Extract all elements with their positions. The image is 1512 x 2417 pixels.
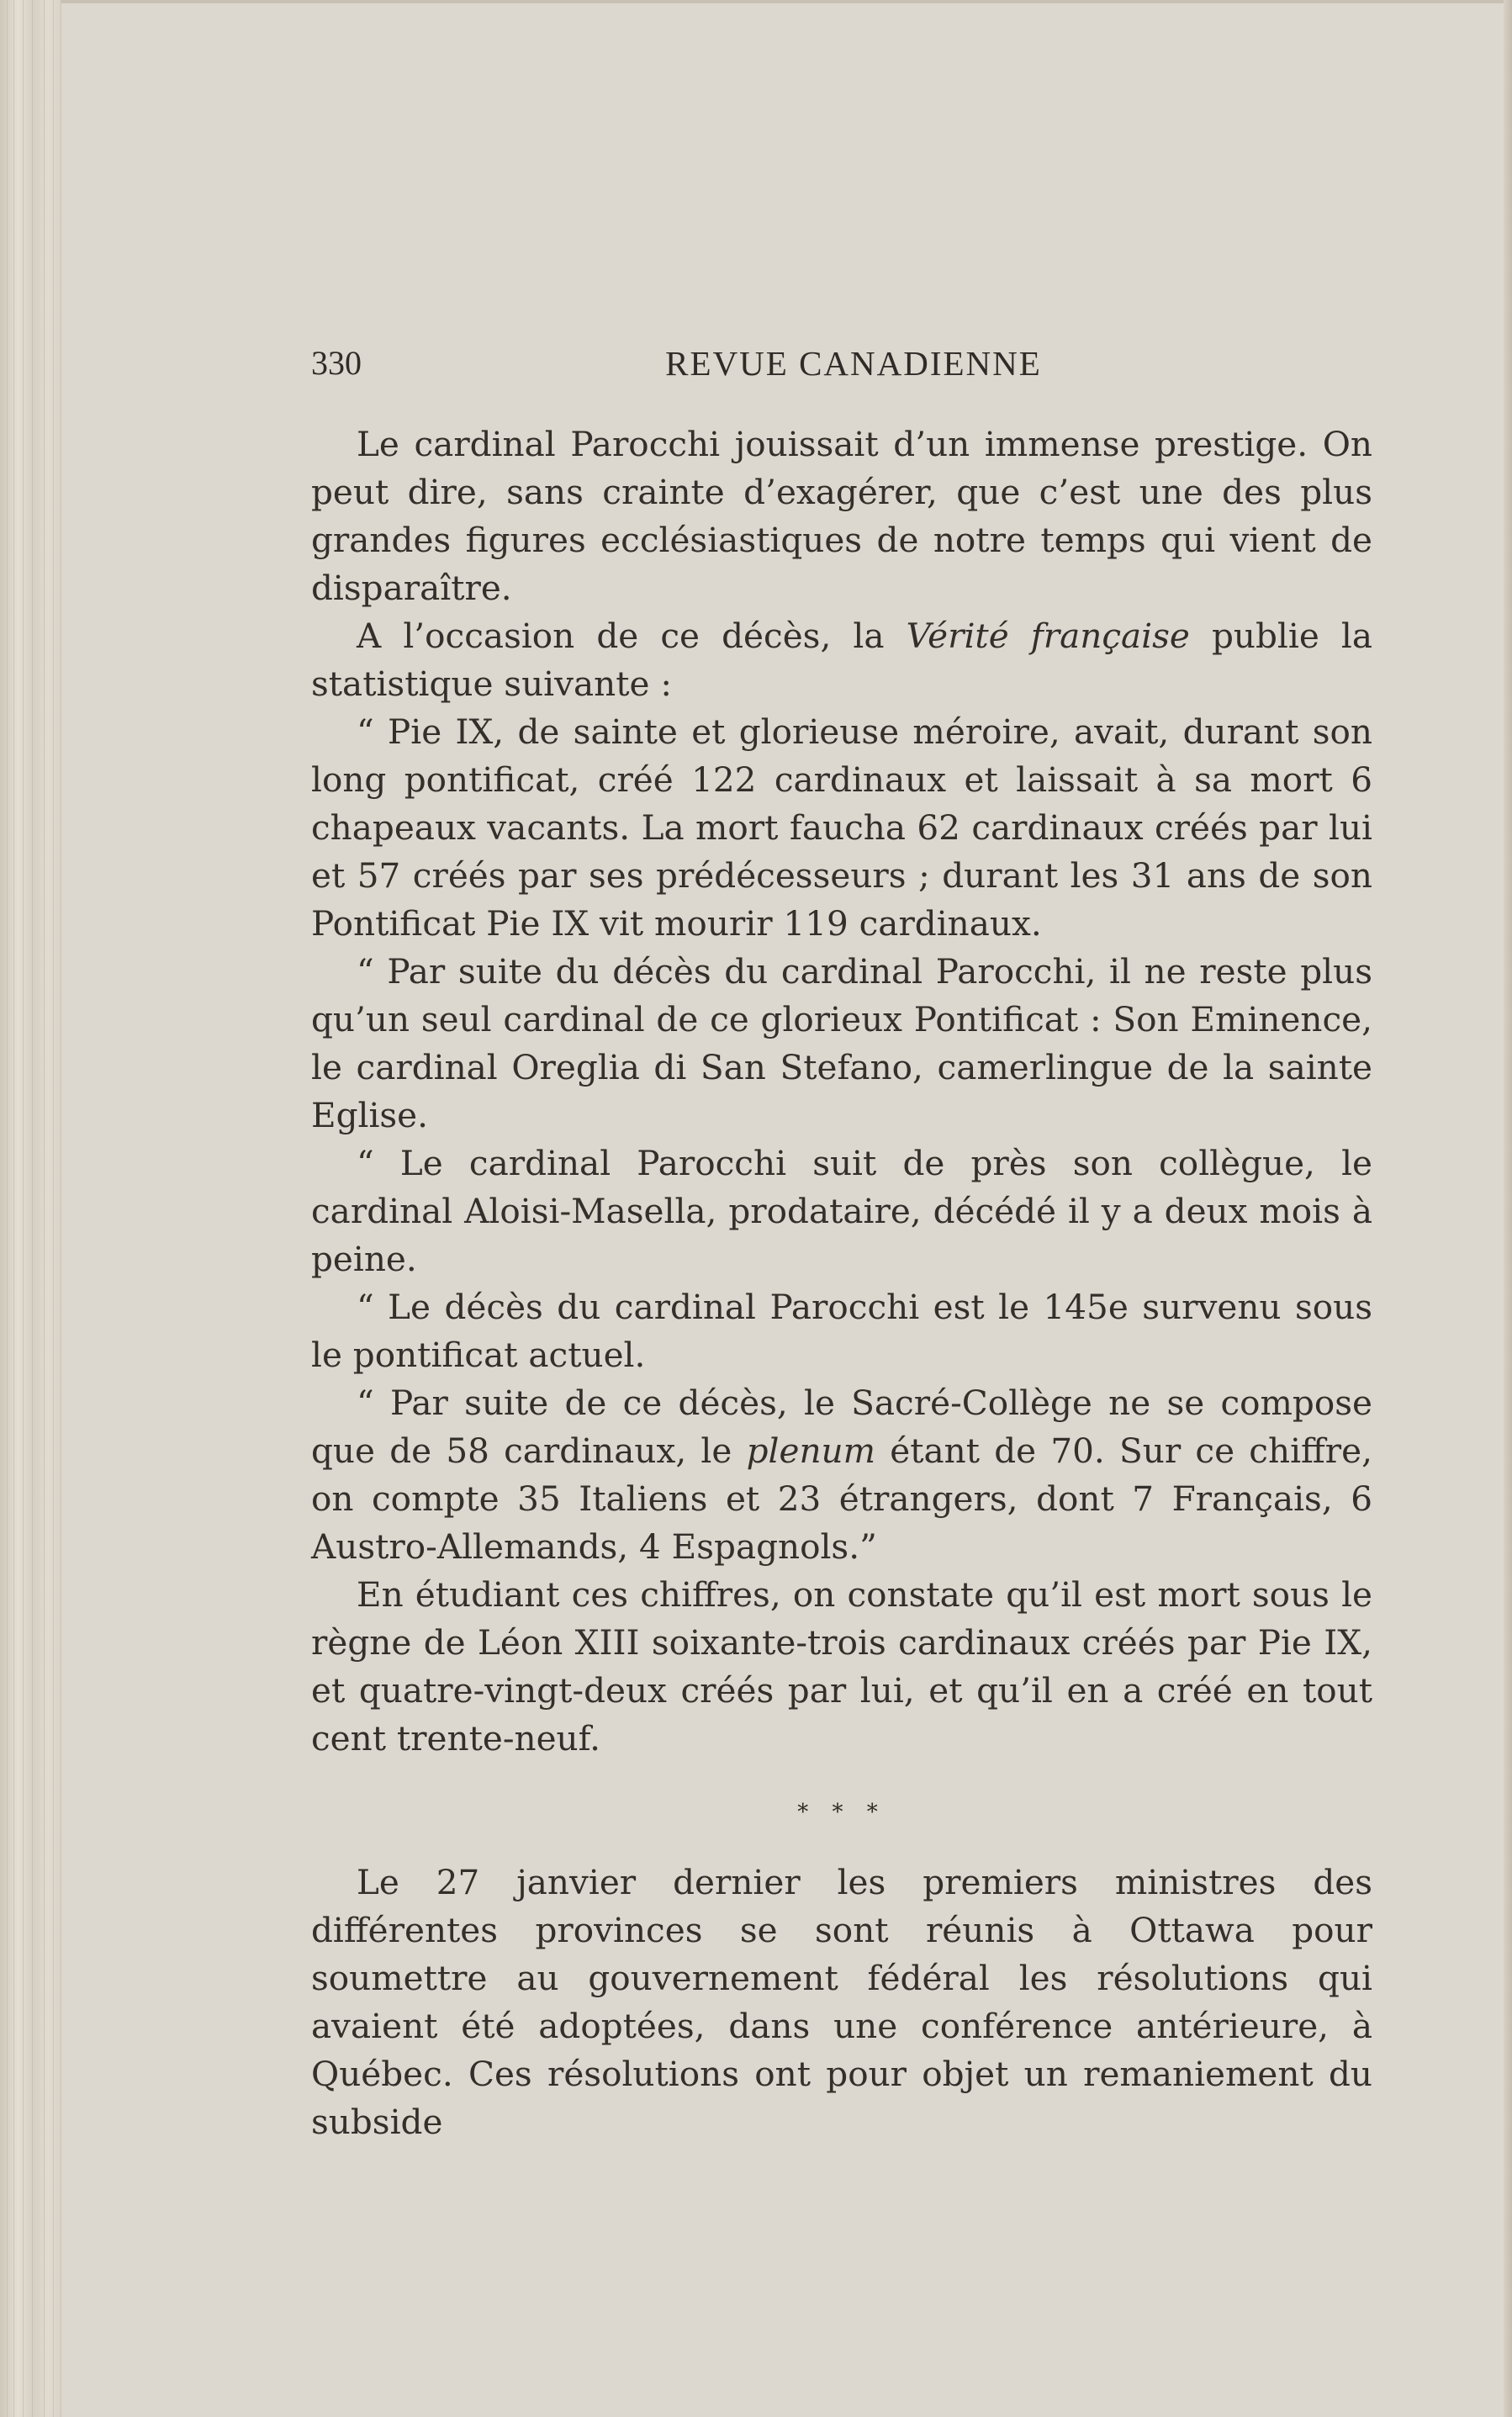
italic-title: Vérité française — [906, 616, 1190, 656]
paragraph — [311, 948, 1372, 1140]
section-separator: * * * — [797, 1800, 886, 1825]
paragraph — [311, 420, 1372, 612]
book-page-edge-right — [1504, 0, 1512, 2417]
paragraph-text: A l’occasion de ce décès, la — [357, 616, 907, 656]
paragraph-text: “ Par suite du décès du cardinal Parocchi, il ne reste plus qu’un seul cardinal de ce glorieux Pontificat : Son Eminence, le cardinal Oreglia di San Stefano, camerlingue de la sainte Eglise. — [311, 951, 1372, 1135]
paragraph-text: Le 27 janvier dernier les premiers ministres des différentes provinces se sont réunis à Ottawa pour soumettre au gouvernement fédéral les résolutions qui avaient été adoptées, dans une conférence antérieure, à Québec. Ces résolutions ont pour objet un remaniement du subside — [311, 1862, 1372, 2142]
paragraph-text: Le cardinal Parocchi jouissait d’un immense prestige. On peut dire, sans crainte d’exagérer, que c’est une des plus grandes figures ecclésiastiques de notre temps qui vient de disparaître. — [311, 424, 1372, 608]
paragraph-text: “ Par suite de ce décès, le Sacré-Collège ne se compose que de 58 cardinaux, le — [311, 1383, 1372, 1471]
paragraph — [311, 1283, 1372, 1379]
paragraph — [311, 1140, 1372, 1283]
page-number: 330 — [311, 344, 362, 382]
paragraph — [311, 1379, 1372, 1571]
paragraph — [311, 708, 1372, 948]
paragraph — [311, 1571, 1372, 1763]
paragraph-text: “ Le décès du cardinal Parocchi est le 145e survenu sous le pontificat actuel. — [311, 1287, 1372, 1375]
book-page-edges — [0, 0, 61, 2417]
article-body — [311, 420, 1372, 2146]
italic-term: plenum — [746, 1431, 876, 1471]
paragraph-text: En étudiant ces chiffres, on constate qu’il est mort sous le règne de Léon XIII soixante-trois cardinaux créés par Pie IX, et quatre-vingt-deux créés par lui, et qu’il en a créé en tout cent trente-neuf. — [311, 1574, 1372, 1759]
paragraph-text: “ Le cardinal Parocchi suit de près son collègue, le cardinal Aloisi-Masella, prodataire, décédé il y a deux mois à peine. — [311, 1143, 1372, 1279]
paragraph — [311, 1859, 1372, 2146]
paragraph-text: “ Pie IX, de sainte et glorieuse méroire, avait, durant son long pontificat, créé 122 cardinaux et laissait à sa mort 6 chapeaux vacants. La mort faucha 62 cardinaux créés par lui et 57 créés par ses prédécesseurs ; durant les 31 ans de son Pontificat Pie IX vit mourir 119 cardinaux. — [311, 711, 1372, 944]
paragraph-text: étant de 70. Sur ce chiffre, on compte 35 Italiens et 23 étrangers, dont 7 Français, 6 Austro-Allemands, 4 Espagnols.” — [311, 1431, 1372, 1567]
paragraph-text: publie la statistique suivante : — [311, 616, 1372, 704]
page-top-edge — [0, 0, 1512, 3]
running-title: REVUE CANADIENNE — [665, 344, 1042, 383]
page-header — [311, 343, 1396, 390]
paragraph — [311, 612, 1372, 708]
